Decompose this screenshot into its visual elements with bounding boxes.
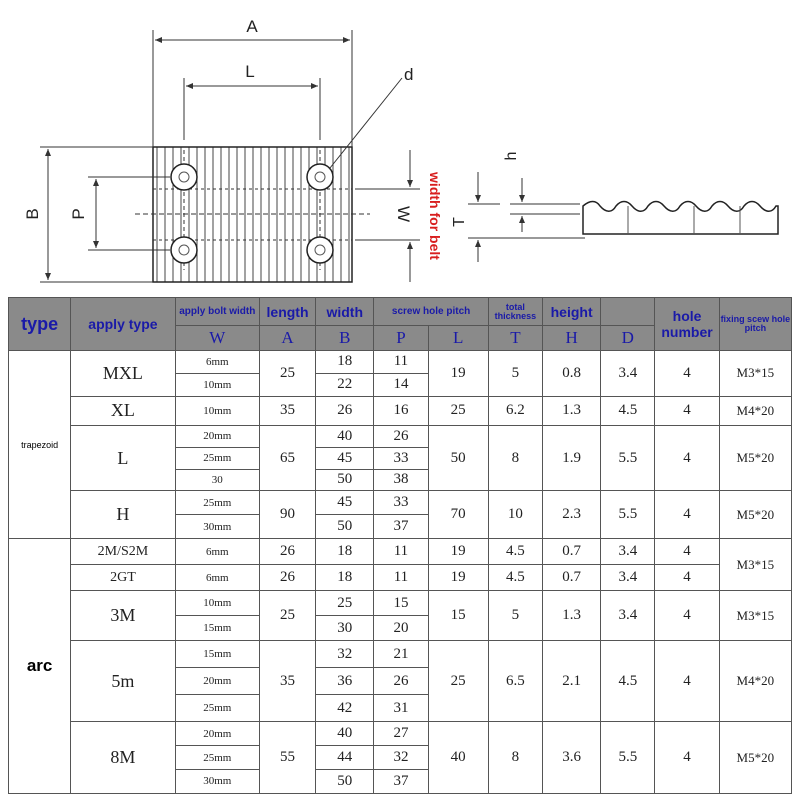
b-cell: 26	[316, 396, 374, 425]
p-cell: 27	[374, 722, 428, 746]
label-l: L	[245, 62, 255, 81]
w-cell: 25mm	[175, 491, 259, 515]
p-cell: 33	[374, 447, 428, 469]
t-cell: 4.5	[488, 565, 542, 591]
b-cell: 30	[316, 616, 374, 641]
col-blank	[601, 298, 655, 326]
w-cell: 10mm	[175, 591, 259, 616]
a-cell: 25	[259, 351, 315, 397]
dimension-b	[23, 147, 153, 282]
h-cell: 1.3	[543, 591, 601, 641]
clamp-plate-side-profile	[583, 202, 778, 235]
b-cell: 32	[316, 641, 374, 668]
b-cell: 42	[316, 695, 374, 722]
p-cell: 21	[374, 641, 428, 668]
d-cell: 4.5	[601, 396, 655, 425]
l-cell: 19	[428, 539, 488, 565]
w-cell: 10mm	[175, 396, 259, 425]
dimension-d	[330, 65, 413, 168]
h-cell: 3.6	[543, 722, 601, 794]
label-width-for-belt: width for belt	[427, 172, 443, 260]
table-row	[9, 539, 792, 565]
dimension-a	[153, 17, 352, 147]
l-cell: 40	[428, 722, 488, 794]
b-cell: 40	[316, 425, 374, 447]
h-cell: 1.3	[543, 396, 601, 425]
l-cell: 19	[428, 565, 488, 591]
fix-cell: M4*20	[719, 641, 791, 722]
model-cell: 2GT	[71, 565, 175, 591]
table-row	[9, 722, 792, 746]
table-row	[9, 425, 792, 447]
holes-cell: 4	[655, 641, 719, 722]
holes-cell: 4	[655, 591, 719, 641]
col-width: width	[316, 298, 374, 326]
p-cell: 14	[374, 373, 428, 396]
a-cell: 35	[259, 396, 315, 425]
table-row	[9, 351, 792, 374]
d-cell: 3.4	[601, 565, 655, 591]
table-row	[9, 641, 792, 668]
p-cell: 37	[374, 769, 428, 793]
fix-cell: M3*15	[719, 351, 791, 397]
dimension-w	[355, 150, 443, 282]
t-cell: 5	[488, 591, 542, 641]
p-cell: 26	[374, 668, 428, 695]
a-cell: 65	[259, 425, 315, 490]
p-cell: 31	[374, 695, 428, 722]
sym-l: L	[428, 326, 488, 351]
d-cell: 5.5	[601, 722, 655, 794]
sym-w: W	[175, 326, 259, 351]
holes-cell: 4	[655, 396, 719, 425]
l-cell: 70	[428, 491, 488, 539]
b-cell: 22	[316, 373, 374, 396]
p-cell: 38	[374, 469, 428, 491]
fix-cell: M5*20	[719, 722, 791, 794]
label-t: T	[451, 217, 468, 227]
b-cell: 50	[316, 769, 374, 793]
w-cell: 30	[175, 469, 259, 491]
dimension-t	[451, 172, 585, 262]
d-cell: 5.5	[601, 491, 655, 539]
w-cell: 20mm	[175, 722, 259, 746]
w-cell: 20mm	[175, 668, 259, 695]
a-cell: 90	[259, 491, 315, 539]
p-cell: 33	[374, 491, 428, 515]
holes-cell: 4	[655, 351, 719, 397]
sym-d: D	[601, 326, 655, 351]
b-cell: 40	[316, 722, 374, 746]
t-cell: 8	[488, 425, 542, 490]
holes-cell: 4	[655, 565, 719, 591]
l-cell: 19	[428, 351, 488, 397]
sym-h: H	[543, 326, 601, 351]
w-cell: 30mm	[175, 515, 259, 539]
holes-cell: 4	[655, 425, 719, 490]
h-cell: 0.7	[543, 539, 601, 565]
model-cell: 8M	[71, 722, 175, 794]
col-hole-number: hole number	[655, 298, 719, 351]
a-cell: 55	[259, 722, 315, 794]
h-cell: 0.8	[543, 351, 601, 397]
w-cell: 20mm	[175, 425, 259, 447]
sym-b: B	[316, 326, 374, 351]
model-cell: 5m	[71, 641, 175, 722]
model-cell: MXL	[71, 351, 175, 397]
col-length: length	[259, 298, 315, 326]
model-cell: L	[71, 425, 175, 490]
l-cell: 50	[428, 425, 488, 490]
table-row	[9, 396, 792, 425]
header-row	[9, 298, 792, 326]
p-cell: 15	[374, 591, 428, 616]
b-cell: 50	[316, 469, 374, 491]
p-cell: 32	[374, 746, 428, 770]
a-cell: 26	[259, 565, 315, 591]
b-cell: 44	[316, 746, 374, 770]
t-cell: 6.2	[488, 396, 542, 425]
b-cell: 36	[316, 668, 374, 695]
w-cell: 15mm	[175, 641, 259, 668]
col-apply-type: apply type	[71, 298, 175, 351]
model-cell: 2M/S2M	[71, 539, 175, 565]
b-cell: 45	[316, 447, 374, 469]
p-cell: 11	[374, 539, 428, 565]
b-cell: 45	[316, 491, 374, 515]
bolt-hole	[171, 237, 197, 263]
t-cell: 6.5	[488, 641, 542, 722]
col-total-thickness: total thickness	[488, 298, 542, 326]
sym-a: A	[259, 326, 315, 351]
label-b: B	[23, 208, 42, 220]
w-cell: 6mm	[175, 565, 259, 591]
fix-cell: M4*20	[719, 396, 791, 425]
b-cell: 18	[316, 539, 374, 565]
p-cell: 20	[374, 616, 428, 641]
fix-cell: M5*20	[719, 491, 791, 539]
table-row	[9, 565, 792, 591]
fix-cell: M3*15	[719, 591, 791, 641]
sym-p: P	[374, 326, 428, 351]
w-cell: 25mm	[175, 447, 259, 469]
holes-cell: 4	[655, 539, 719, 565]
w-cell: 15mm	[175, 616, 259, 641]
group-trapezoid: trapezoid	[9, 351, 71, 539]
technical-drawing	[0, 0, 800, 296]
holes-cell: 4	[655, 722, 719, 794]
group-arc: arc	[9, 539, 71, 794]
b-cell: 50	[316, 515, 374, 539]
dimension-h	[503, 152, 580, 232]
clamp-plate-front-view	[135, 147, 370, 282]
w-cell: 25mm	[175, 746, 259, 770]
spec-table	[8, 297, 792, 794]
label-a: A	[246, 17, 258, 36]
l-cell: 25	[428, 641, 488, 722]
label-h: h	[503, 151, 520, 161]
l-cell: 25	[428, 396, 488, 425]
col-fixing-screw-hole-pitch: fixing scew hole pitch	[719, 298, 791, 351]
d-cell: 4.5	[601, 641, 655, 722]
table-row	[9, 591, 792, 616]
p-cell: 37	[374, 515, 428, 539]
col-type: type	[9, 298, 71, 351]
table-row	[9, 491, 792, 515]
a-cell: 26	[259, 539, 315, 565]
a-cell: 25	[259, 591, 315, 641]
w-cell: 25mm	[175, 695, 259, 722]
label-p: P	[69, 208, 88, 220]
b-cell: 18	[316, 351, 374, 374]
t-cell: 5	[488, 351, 542, 397]
w-cell: 6mm	[175, 351, 259, 374]
w-cell: 10mm	[175, 373, 259, 396]
bolt-hole	[307, 237, 333, 263]
d-cell: 3.4	[601, 591, 655, 641]
h-cell: 1.9	[543, 425, 601, 490]
col-apply-bolt-width: apply bolt width	[175, 298, 259, 326]
holes-cell: 4	[655, 491, 719, 539]
d-cell: 5.5	[601, 425, 655, 490]
w-cell: 6mm	[175, 539, 259, 565]
sym-t: T	[488, 326, 542, 351]
t-cell: 10	[488, 491, 542, 539]
h-cell: 2.1	[543, 641, 601, 722]
b-cell: 25	[316, 591, 374, 616]
h-cell: 0.7	[543, 565, 601, 591]
p-cell: 11	[374, 565, 428, 591]
label-d: d	[404, 65, 414, 84]
model-cell: 3M	[71, 591, 175, 641]
dimension-l	[184, 62, 320, 140]
model-cell: XL	[71, 396, 175, 425]
bolt-hole	[307, 164, 333, 190]
label-w: W	[394, 205, 413, 223]
p-cell: 16	[374, 396, 428, 425]
b-cell: 18	[316, 565, 374, 591]
fix-cell: M5*20	[719, 425, 791, 490]
p-cell: 11	[374, 351, 428, 374]
model-cell: H	[71, 491, 175, 539]
fix-cell: M3*15	[719, 539, 791, 591]
t-cell: 4.5	[488, 539, 542, 565]
l-cell: 15	[428, 591, 488, 641]
w-cell: 30mm	[175, 769, 259, 793]
col-screw-hole-pitch: screw hole pitch	[374, 298, 488, 326]
d-cell: 3.4	[601, 351, 655, 397]
col-height: height	[543, 298, 601, 326]
d-cell: 3.4	[601, 539, 655, 565]
p-cell: 26	[374, 425, 428, 447]
h-cell: 2.3	[543, 491, 601, 539]
bolt-hole	[171, 164, 197, 190]
a-cell: 35	[259, 641, 315, 722]
t-cell: 8	[488, 722, 542, 794]
